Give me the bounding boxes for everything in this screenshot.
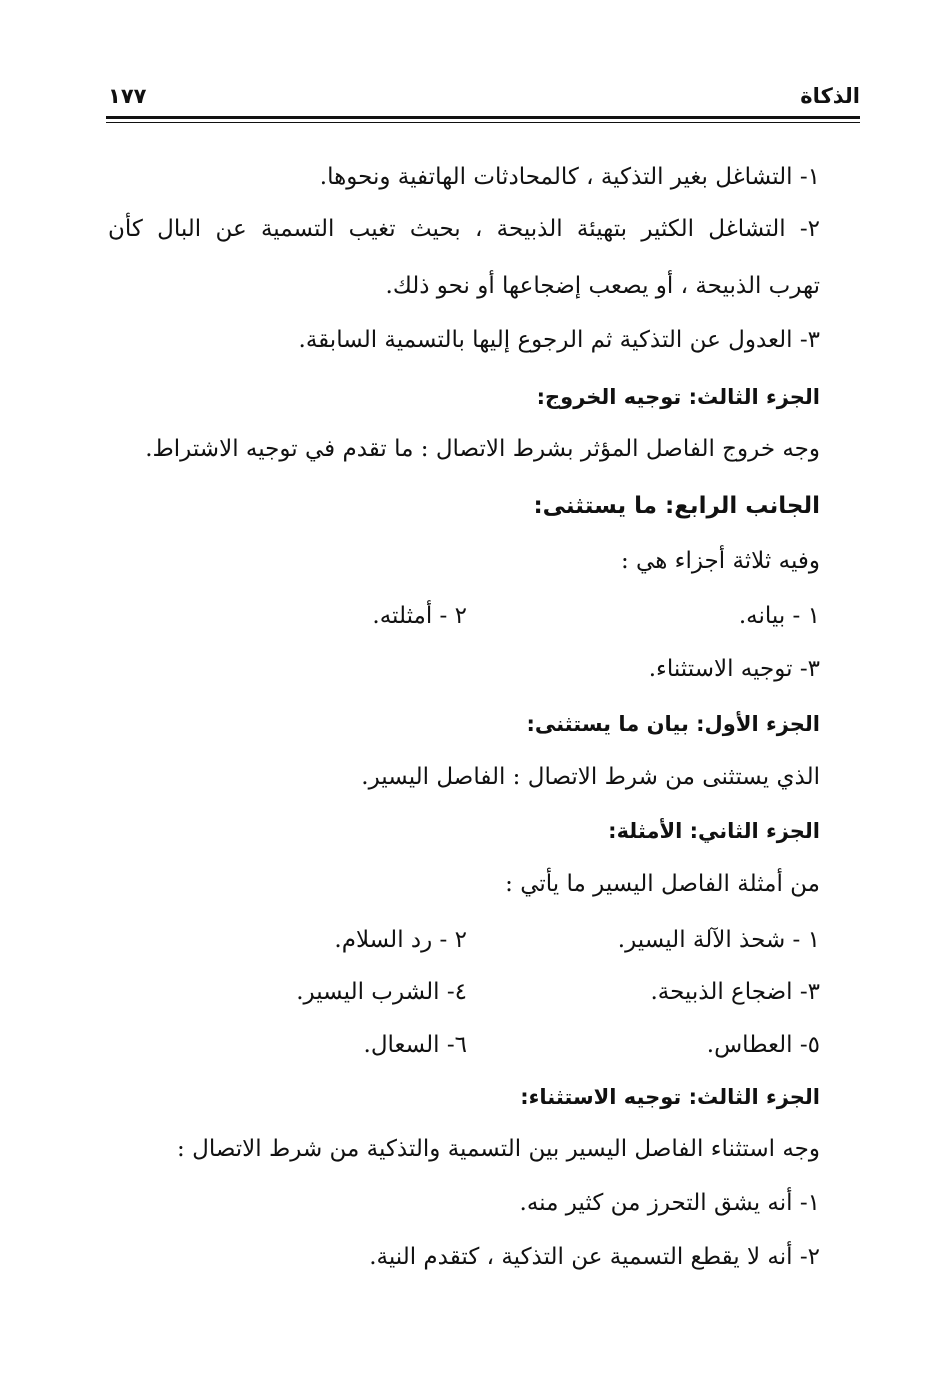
chapter-title: الذكاة bbox=[800, 84, 860, 108]
list-item: ١- أنه يشق التحرز من كثير منه. bbox=[519, 1190, 820, 1216]
paragraph: من أمثلة الفاصل اليسير ما يأتي : bbox=[505, 871, 820, 897]
paragraph: وجه خروج الفاصل المؤثر بشرط الاتصال : ما تقدم في توجيه الاشتراط. bbox=[145, 436, 820, 462]
list-item: ١ - شحذ الآلة اليسير. bbox=[617, 927, 820, 953]
paragraph: الذي يستثنى من شرط الاتصال : الفاصل اليسير. bbox=[361, 764, 820, 790]
section-heading: الجانب الرابع: ما يستثنى: bbox=[533, 493, 820, 519]
list-item: ٢ - أمثلته. bbox=[372, 603, 467, 629]
list-item: ٣- العدول عن التذكية ثم الرجوع إليها بالتسمية السابقة. bbox=[298, 327, 820, 353]
header-rule-thick bbox=[106, 116, 860, 119]
section-heading: الجزء الثالث: توجيه الخروج: bbox=[536, 385, 820, 409]
header-rule-thin bbox=[106, 122, 860, 123]
list-item: ٢- أنه لا يقطع التسمية عن التذكية ، كتقدم النية. bbox=[369, 1244, 820, 1270]
list-item: ٥- العطاس. bbox=[706, 1032, 820, 1058]
paragraph-line: تهرب الذبيحة ، أو يصعب إضجاعها أو نحو ذلك. bbox=[385, 273, 820, 299]
page-number: ١٧٧ bbox=[108, 84, 147, 108]
section-heading: الجزء الأول: بيان ما يستثنى: bbox=[526, 712, 820, 736]
list-item: ٣- اضجاع الذبيحة. bbox=[650, 979, 820, 1005]
list-item: ٢- التشاغل الكثير بتهيئة الذبيحة ، بحيث تغيب التسمية عن البال كأن bbox=[108, 216, 820, 242]
running-header bbox=[108, 84, 860, 114]
list-item: ٢ - رد السلام. bbox=[334, 927, 467, 953]
list-item: ١- التشاغل بغير التذكية ، كالمحادثات الهاتفية ونحوها. bbox=[319, 164, 820, 190]
list-item: ٣- توجيه الاستثناء. bbox=[648, 656, 820, 682]
paragraph: وفيه ثلاثة أجزاء هي : bbox=[620, 548, 820, 574]
section-heading: الجزء الثاني: الأمثلة: bbox=[608, 819, 820, 843]
list-item: ١ - بيانه. bbox=[738, 603, 820, 629]
section-heading: الجزء الثالث: توجيه الاستثناء: bbox=[520, 1085, 820, 1109]
paragraph: وجه استثناء الفاصل اليسير بين التسمية والتذكية من شرط الاتصال : bbox=[177, 1136, 820, 1162]
list-item: ٦- السعال. bbox=[363, 1032, 467, 1058]
list-item: ٤- الشرب اليسير. bbox=[296, 979, 467, 1005]
